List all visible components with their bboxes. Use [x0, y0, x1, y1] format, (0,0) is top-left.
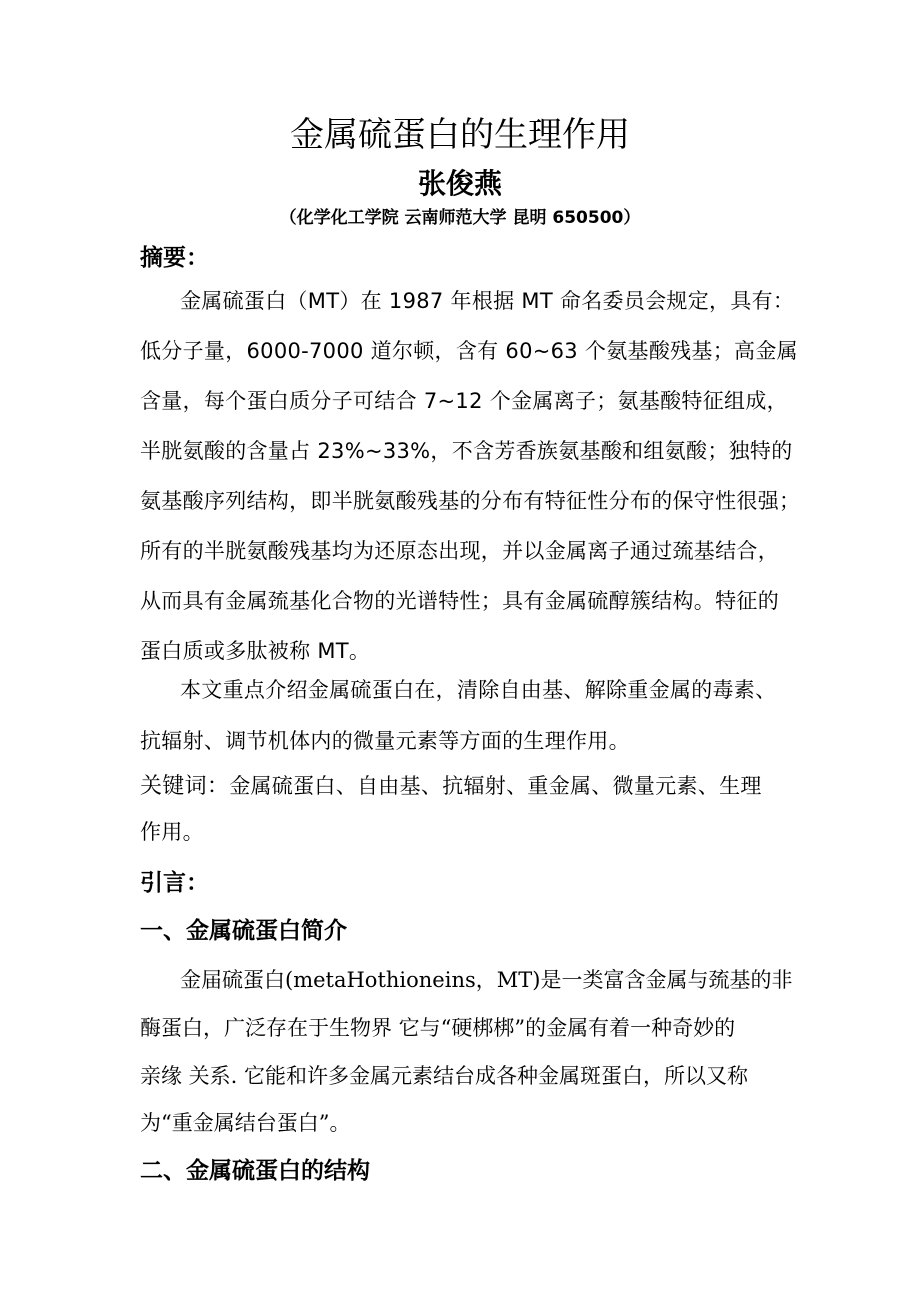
abstract-p2-second: 抗辐射、调节机体内的微量元素等方面的生理作用。	[140, 729, 630, 753]
keywords-label: 关键词：	[140, 774, 230, 799]
intro-heading: 引言：	[140, 870, 209, 896]
abstract-line: 低分子量，6000-7000 道尔顿，含有 60~63 个氨基酸残基；高金属	[140, 339, 798, 363]
abstract-line: 含量，每个蛋白质分子可结合 7~12 个金属离子；氨基酸特征组成，	[140, 389, 788, 413]
section-1-line: 酶蛋白，广泛存在于生物界 它与“硬梆梆”的金属有着一种奇妙的	[140, 1016, 736, 1040]
keywords-line	[140, 776, 762, 798]
abstract-line: 蛋白质或多肽被称 MT。	[140, 639, 371, 663]
abstract-line: 金属硫蛋白（MT）在 1987 年根据 MT 命名委员会规定，具有：	[180, 289, 795, 313]
document-title: 金属硫蛋白的生理作用	[290, 115, 630, 155]
abstract-heading: 摘要：	[140, 245, 209, 271]
section-1-heading: 一、金属硫蛋白简介	[140, 918, 347, 944]
abstract-line: 从而具有金属巯基化合物的光谱特性；具有金属硫醇簇结构。特征的	[140, 589, 779, 613]
affiliation: （化学化工学院 云南师范大学 昆明 650500）	[279, 208, 641, 228]
section-1-line: 为“重金属结台蛋白”。	[140, 1111, 351, 1135]
abstract-p2-first: 本文重点介绍金属硫蛋白在，清除自由基、解除重金属的毒素、	[180, 678, 777, 702]
abstract-line: 氨基酸序列结构，即半胱氨酸残基的分布有特征性分布的保守性很强；	[140, 489, 801, 513]
section-1-line: 亲缘 关系. 它能和许多金属元素结台成各种金属斑蛋白，所以又称	[140, 1064, 749, 1088]
abstract-line: 半胱氨酸的含量占 23%~33%，不含芳香族氨基酸和组氨酸；独特的	[140, 439, 793, 463]
abstract-line: 所有的半胱氨酸残基均为还原态出现，并以金属离子通过巯基结合，	[140, 539, 779, 563]
keywords-text: 金属硫蛋白、自由基、抗辐射、重金属、微量元素、生理	[229, 774, 762, 798]
section-2-heading: 二、金属硫蛋白的结构	[140, 1158, 370, 1184]
author: 张俊燕	[417, 167, 502, 200]
keywords-continued: 作用。	[140, 820, 204, 844]
section-1-line: 金届硫蛋白(metaHothioneins，MT)是一类富含金属与巯基的非	[180, 968, 793, 992]
